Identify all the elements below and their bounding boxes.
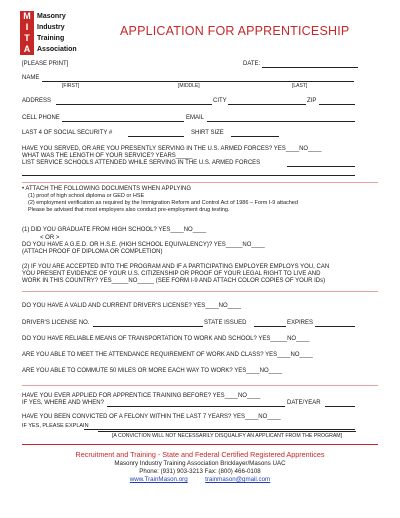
zip-label: ZIP [307,98,317,104]
print-note: [PLEASE PRINT] [22,61,69,67]
ged-question: DO YOU HAVE A G.E.D. OR H.S.E. (HIGH SCHOOL EQUIVALENCY)? YES_____NO____ [22,242,265,248]
email-label: EMAIL [186,115,205,121]
logo-letter-a: A [23,44,31,54]
cell-phone-label: CELL PHONE [22,115,60,121]
logo-letter-t: T [24,33,30,43]
conviction-disclaimer: [A CONVICTION WILL NOT NECESSARILY DISQUALIFY AN APPLICANT FROM THE PROGRAM] [98,431,356,440]
service-schools-field-2[interactable] [22,170,355,176]
military-question: HAVE YOU SERVED, OR ARE YOU PRESENTLY SERVING IN THE U.S. ARMED FORCES? YES____NO____ [22,146,322,152]
logo-letter-m: M [23,11,31,21]
city-field[interactable] [228,99,306,105]
state-issued-label: STATE ISSUED [204,320,247,326]
date-year-field[interactable] [325,401,355,407]
email-link[interactable]: trainmason@gmail.com [205,476,271,483]
attendance-question: ARE YOU ABLE TO MEET THE ATTENDANCE REQUIREMENT OF WORK AND CLASS? YES____NO____ [22,352,313,358]
website-link[interactable]: www.TrainMason.org [129,476,188,483]
state-issued-field[interactable] [254,321,286,327]
name-middle-caption: [MIDDLE] [178,83,200,89]
address-label: ADDRESS [22,98,52,104]
ssn-label: LAST 4 OF SOCIAL SECURITY # [22,130,113,136]
section-divider [22,385,378,386]
graduate-question: (1) DID YOU GRADUATE FROM HIGH SCHOOL? YES____NO____ [22,227,207,233]
proof-note: (ATTACH PROOF OF DIPLOMA OR COMPLETION) [22,249,163,255]
name-last-caption: [LAST] [292,83,308,89]
license-number-field[interactable] [93,321,203,327]
date-field[interactable] [262,62,358,68]
name-field[interactable] [42,76,354,82]
section-divider [22,182,378,183]
footer-divider [22,444,378,445]
service-schools-question: LIST SERVICE SCHOOLS ATTENDED WHILE SERVING IN THE U.S. ARMED FORCES [22,160,261,166]
license-number-label: DRIVER'S LICENSE NO. [22,320,90,326]
footer-contact [0,476,400,483]
section-divider [22,291,378,292]
cell-phone-field[interactable] [62,116,184,122]
citizenship-question: YOU PRESENT EVIDENCE OF YOUR U.S. CITIZENSHIP OR PROOF OF YOUR LEGAL RIGHT TO LIVE AND [22,271,321,277]
prior-application-question: HAVE YOU EVER APPLIED FOR APPRENTICE TRAINING BEFORE? YES____NO____ [22,393,261,399]
address-field[interactable] [56,99,212,105]
service-schools-field[interactable] [287,161,355,167]
or-separator: < OR > [40,235,60,241]
zip-field[interactable] [319,99,355,105]
expires-label: EXPIRES [287,320,314,326]
felony-question: HAVE YOU BEEN CONVICTED OF A FELONY WITHIN THE LAST 7 YEARS? YES____NO____ [22,414,281,420]
citizenship-question: (2) IF YOU ARE ACCEPTED INTO THE PROGRAM AND IF A PARTICIPATING EMPLOYER EMPLOYS YOU, CAN [22,264,330,270]
logo-letter-i: I [25,22,29,32]
transport-question: DO YOU HAVE RELIABLE MEANS OF TRANSPORTATION TO WORK AND SCHOOL? YES_____NO____ [22,336,310,342]
commute-question: ARE YOU ABLE TO COMMUTE 50 MILES OR MORE EACH WAY TO WORK? YES____NO____ [22,368,282,374]
footer-phone: Phone: (931) 903-3213 Fax: (800) 466-0108 [139,468,261,475]
shirt-size-label: SHIRT SIZE [191,130,224,136]
service-length-question: WHAT WAS THE LENGTH OF YOUR SERVICE? YEARS_____ [22,153,193,159]
logo-mark [20,11,34,55]
where-when-label: IF YES, WHERE AND WHEN? [22,400,104,406]
attach-heading: • ATTACH THE FOLLOWING DOCUMENTS WHEN APPLYING [22,186,192,192]
date-year-label: DATE/YEAR [287,400,321,406]
attach-item: (2) employment verification as required by the Immigration Reform and Control Act of 1986 – Form I-9 attached [28,200,298,206]
attach-item: (1) proof of high school diploma or GED or HSE [28,193,145,199]
city-label: CITY [213,98,227,104]
footer-organization: Masonry Industry Training Association Bricklayer/Masons UAC [114,460,286,467]
where-when-field[interactable] [107,401,285,407]
page-title: APPLICATION FOR APPRENTICESHIP [120,24,350,38]
explain-label: IF YES, PLEASE EXPLAIN [22,423,89,429]
logo-text: Masonry Industry Training Association [37,13,77,53]
expires-field[interactable] [315,321,355,327]
citizenship-question: WORK IN THIS COUNTRY? YES_____NO_____ (SEE FORM I-9 AND ATTACH COLOR COPIES OF YOUR IDs) [22,278,326,284]
name-first-caption: [FIRST] [62,83,80,89]
name-label: NAME [22,75,40,81]
drug-test-note: Please be advised that most employers also conduct pre-employment drug testing. [28,207,230,213]
license-question: DO YOU HAVE A VALID AND CURRENT DRIVER'S LICENSE? YES____NO____ [22,303,242,309]
explain-field[interactable] [84,424,355,430]
footer-title: Recruitment and Training - State and Federal Certified Registered Apprentices [75,450,325,459]
date-label: DATE: [243,61,261,67]
shirt-size-field[interactable] [231,131,279,137]
ssn-field[interactable] [128,131,184,137]
email-field[interactable] [207,116,355,122]
